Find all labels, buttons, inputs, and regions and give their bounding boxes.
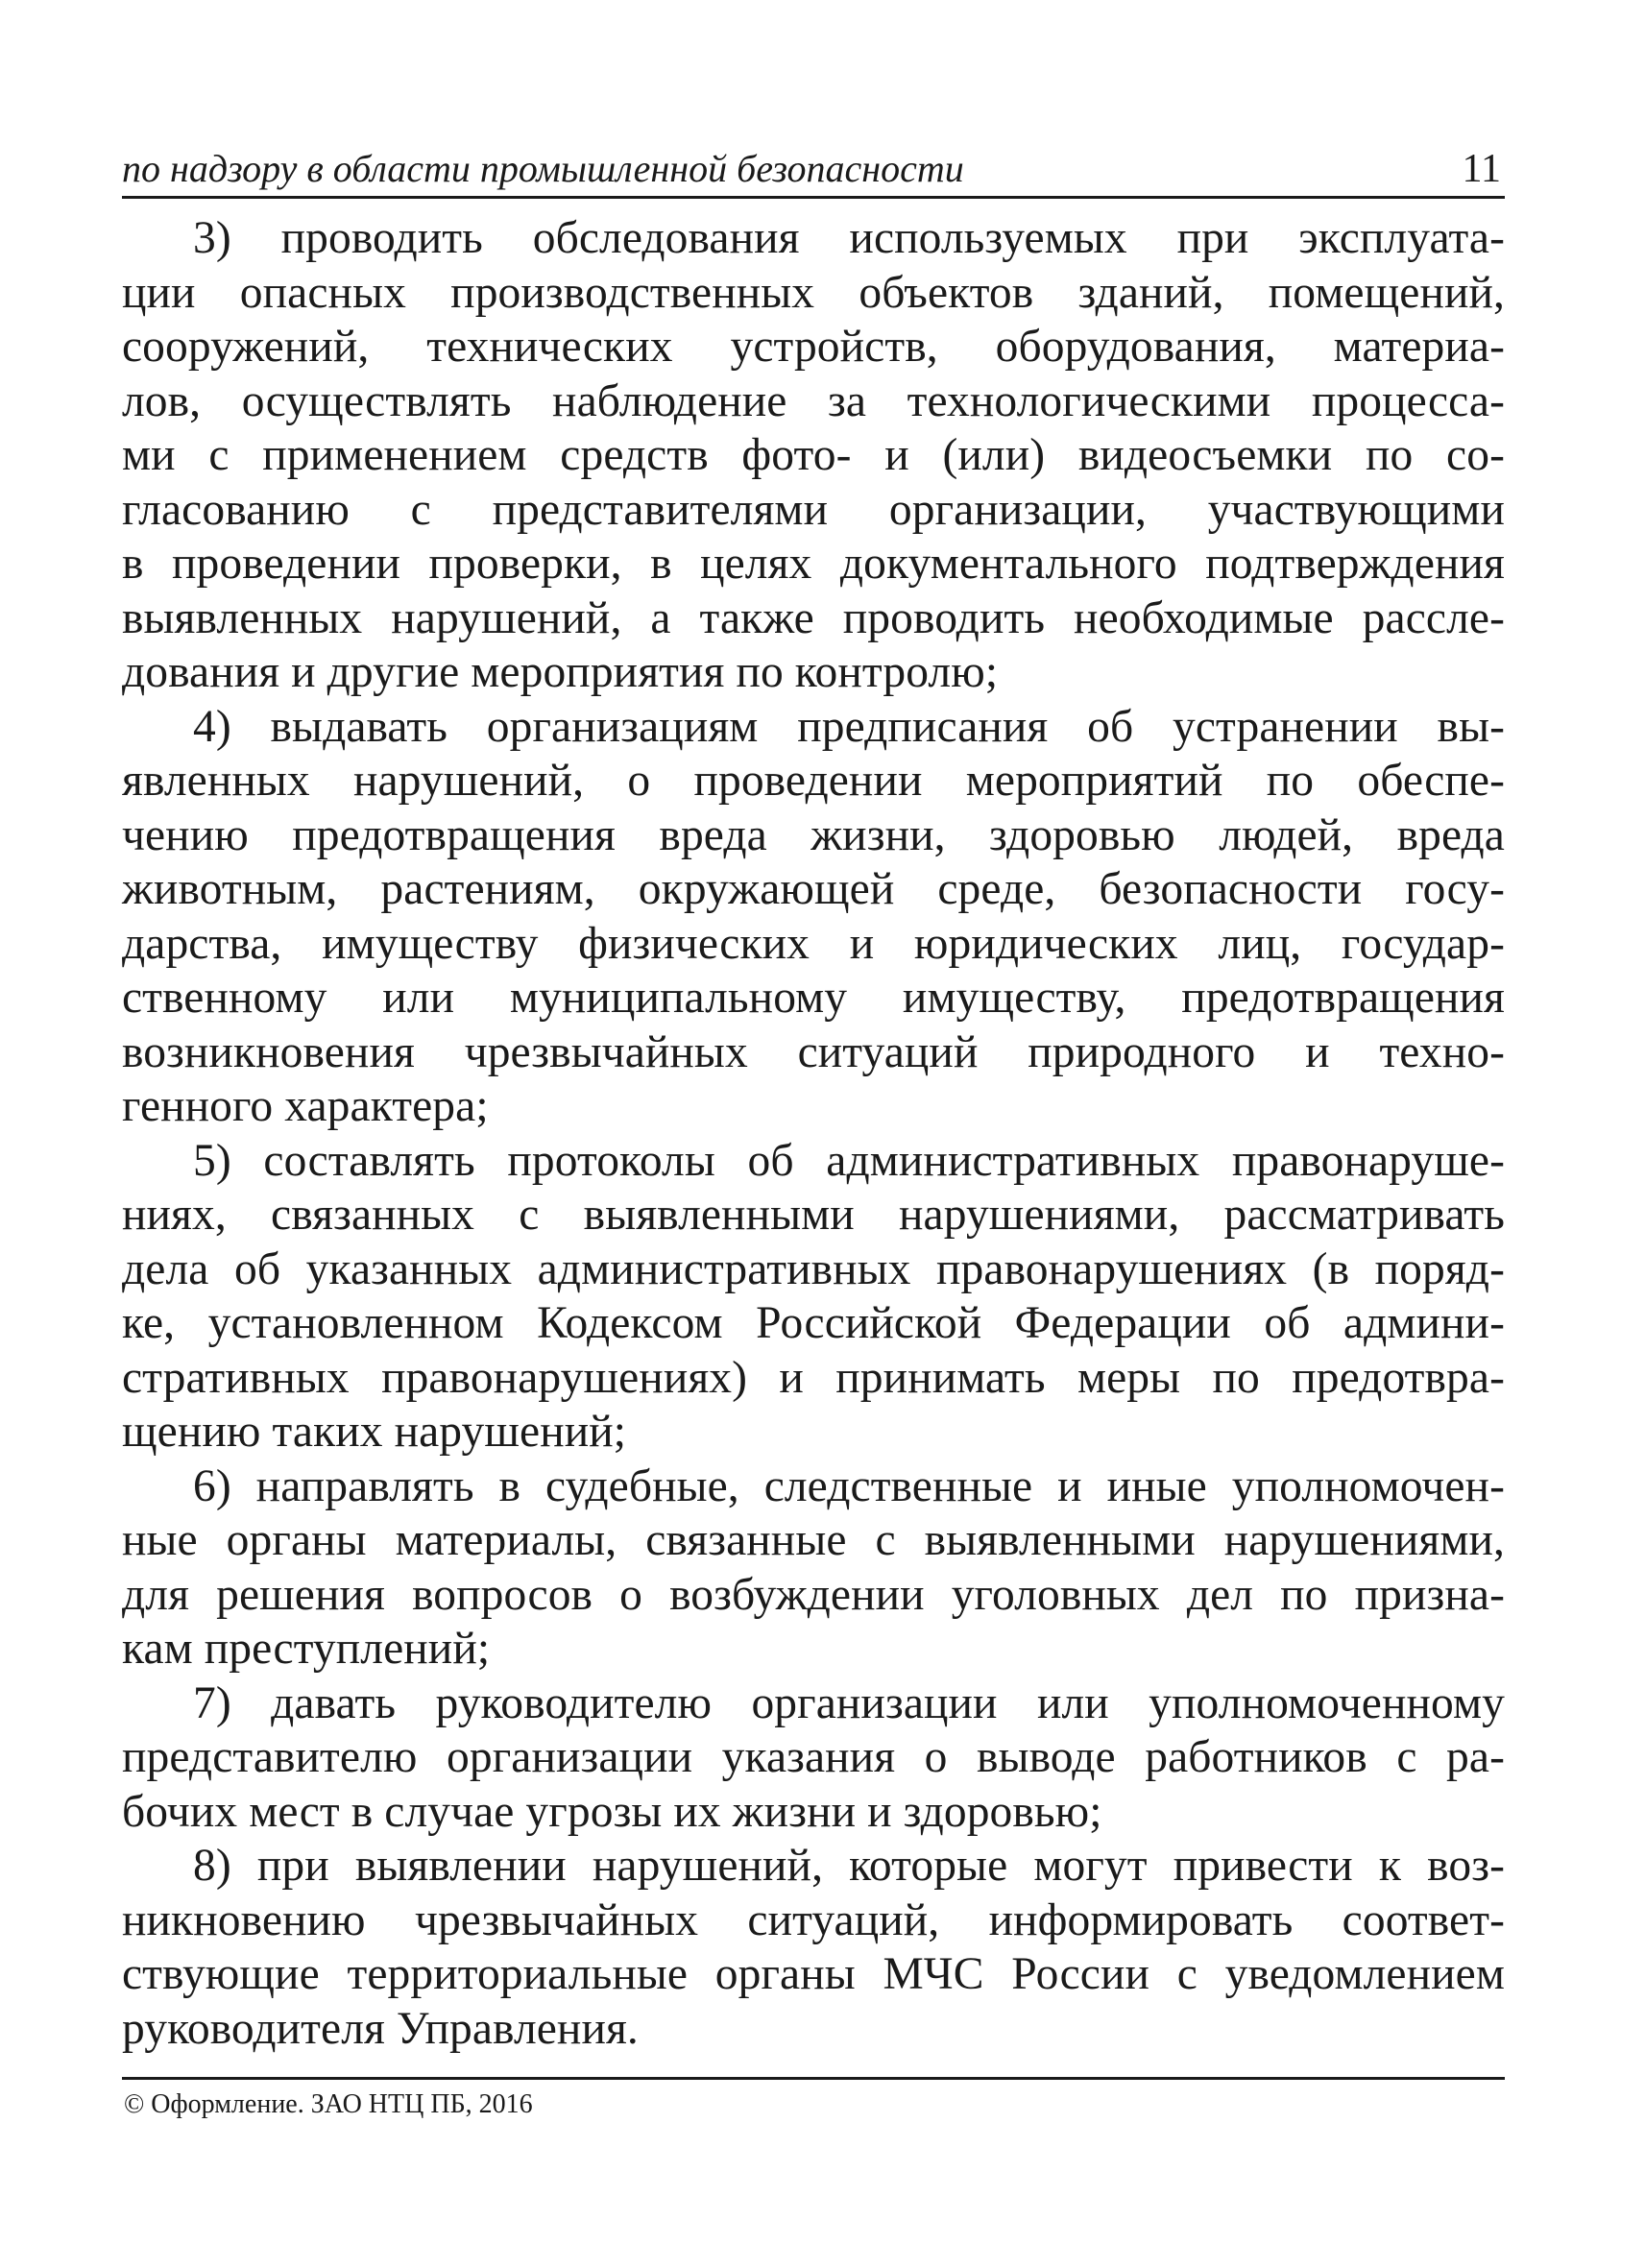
text-line: лов, осуществлять наблюдение за технологическими процесса- [122,375,1505,426]
text-line: никновению чрезвычайных ситуаций, информировать соответ- [122,1894,1505,1945]
page-number: 11 [1462,147,1501,191]
text-line: выявленных нарушений, а также проводить необходимые рассле- [122,592,1505,643]
text-line: сооружений, технических устройств, оборудования, материа- [122,322,1505,372]
text-line: 5) составлять протоколы об административных правонаруше- [193,1135,1505,1186]
header-title: по надзору в области промышленной безопасности [122,147,964,190]
text-line: животным, растениям, окружающей среде, безопасности госу- [122,864,1505,914]
copyright-notice: © Оформление. ЗАО НТЦ ПБ, 2016 [124,2089,533,2119]
text-line: 6) направлять в судебные, следственные и иные уполномочен- [193,1460,1505,1511]
text-line: чению предотвращения вреда жизни, здоровью людей, вреда [122,809,1505,860]
text-line: бочих мест в случае угрозы их жизни и здоровью; [122,1786,1102,1837]
page-footer [122,2077,1505,2119]
body-text [122,211,1505,2056]
text-line: гласованию с представителями организации, участвующими [122,484,1505,535]
paragraph-item-3 [122,211,1505,700]
paragraph-item-6 [122,1460,1505,1677]
text-line: возникновения чрезвычайных ситуаций природного и техно- [122,1026,1505,1077]
text-line: ции опасных производственных объектов зданий, помещений, [122,267,1505,318]
text-line: в проведении проверки, в целях документального подтверждения [122,539,1505,589]
text-line: явленных нарушений, о проведении мероприятий по обеспе- [122,756,1505,806]
paragraph-item-4 [122,700,1505,1134]
text-line: 3) проводить обследования используемых при эксплуата- [193,213,1505,263]
text-line: дела об указанных административных правонарушениях (в поряд- [122,1243,1505,1294]
running-header [122,142,1505,199]
text-line: стративных правонарушениях) и принимать меры по предотвра- [122,1352,1505,1403]
text-line: кам преступлений; [122,1624,491,1674]
paragraph-item-7 [122,1677,1505,1840]
text-line: ми с применением средств фото- и (или) видеосъемки по со- [122,430,1505,480]
paragraph-item-8 [122,1839,1505,2056]
text-line: ственному или муниципальному имуществу, предотвращения [122,973,1505,1023]
text-line: дарства, имуществу физических и юридических лиц, государ- [122,918,1505,969]
text-line: руководителя Управления. [122,2003,639,2054]
text-line: 4) выдавать организациям предписания об устранении вы- [193,701,1505,752]
text-line: ке, установленном Кодексом Российской Федерации об админи- [122,1298,1505,1348]
text-line: щению таких нарушений; [122,1407,627,1457]
text-line: ствующие территориальные органы МЧС России с уведомлением [122,1949,1505,1999]
text-line: представителю организации указания о выводе работников с ра- [122,1732,1505,1782]
paragraph-item-5 [122,1134,1505,1460]
text-line: для решения вопросов о возбуждении уголовных дел по призна- [122,1569,1505,1620]
text-line: 7) давать руководителю организации или уполномоченному [193,1677,1505,1728]
text-line: генного характера; [122,1081,489,1131]
text-line: 8) при выявлении нарушений, которые могут привести к воз- [193,1841,1505,1891]
text-line: ные органы материалы, связанные с выявленными нарушениями, [122,1515,1505,1565]
text-line: дования и другие мероприятия по контролю; [122,647,999,697]
text-line: ниях, связанных с выявленными нарушениями, рассматривать [122,1190,1505,1240]
